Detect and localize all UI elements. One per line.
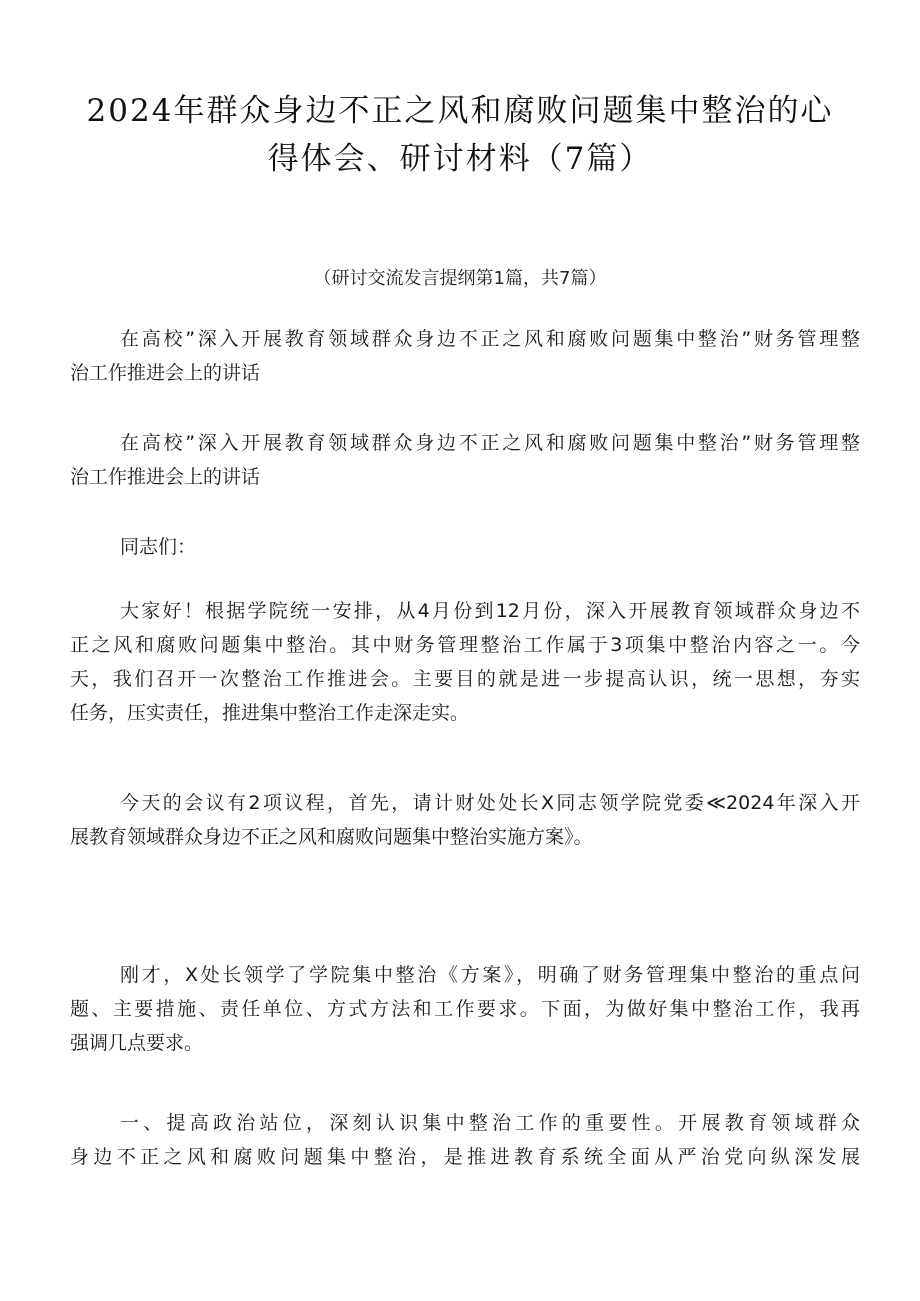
paragraph-1 (70, 322, 870, 390)
paragraph-line: 今天的会议有2项议程，首先，请计财处处长X同志领学院党委≪2024年深入开 (120, 792, 860, 814)
paragraph-line: 在高校”深入开展教育领域群众身边不正之风和腐败问题集中整治”财务管理整 (120, 432, 860, 454)
paragraph-line: 治工作推进会上的讲话 (70, 362, 261, 384)
paragraph-line: 题、主要措施、责任单位、方式方法和工作要求。下面，为做好集中整治工作，我再 (70, 998, 860, 1020)
paragraph-line: 刚才，X处长领学了学院集中整治《方案》，明确了财务管理集中整治的重点问 (120, 964, 860, 986)
document-title-line-1: 2024年群众身边不正之风和腐败问题集中整治的心 (86, 93, 834, 129)
paragraph-7 (70, 1106, 870, 1174)
paragraph-line: 身边不正之风和腐败问题集中整治，是推进教育系统全面从严治党向纵深发展 (70, 1146, 860, 1168)
paragraph-line: 天，我们召开一次整治工作推进会。主要目的就是进一步提高认识，统一思想，夯实 (70, 668, 860, 690)
paragraph-line: 展教育领域群众身边不正之风和腐败问题集中整治实施方案》。 (70, 826, 593, 848)
paragraph-line: 强调几点要求。 (70, 1032, 204, 1054)
paragraph-line: 治工作推进会上的讲话 (70, 466, 261, 488)
paragraph-5 (70, 786, 870, 854)
paragraph-4 (70, 594, 870, 730)
paragraph-3 (70, 530, 870, 564)
document-title-line-2: 得体会、研讨材料（7篇） (267, 141, 653, 177)
paragraph-2 (70, 426, 870, 494)
document-subtitle: （研讨交流发言提纲第1篇，共7篇） (313, 268, 607, 289)
paragraph-line: 在高校”深入开展教育领域群众身边不正之风和腐败问题集中整治”财务管理整 (120, 328, 860, 350)
paragraph-line: 同志们： (120, 536, 197, 558)
paragraph-line: 任务，压实责任，推进集中整治工作走深走实。 (70, 702, 470, 724)
paragraph-line: 一、提高政治站位，深刻认识集中整治工作的重要性。开展教育领域群众 (120, 1112, 860, 1134)
paragraph-line: 大家好！根据学院统一安排，从4月份到12月份，深入开展教育领域群众身边不 (120, 600, 860, 622)
paragraph-6 (70, 958, 870, 1060)
paragraph-line: 正之风和腐败问题集中整治。其中财务管理整治工作属于3项集中整治内容之一。今 (70, 634, 860, 656)
